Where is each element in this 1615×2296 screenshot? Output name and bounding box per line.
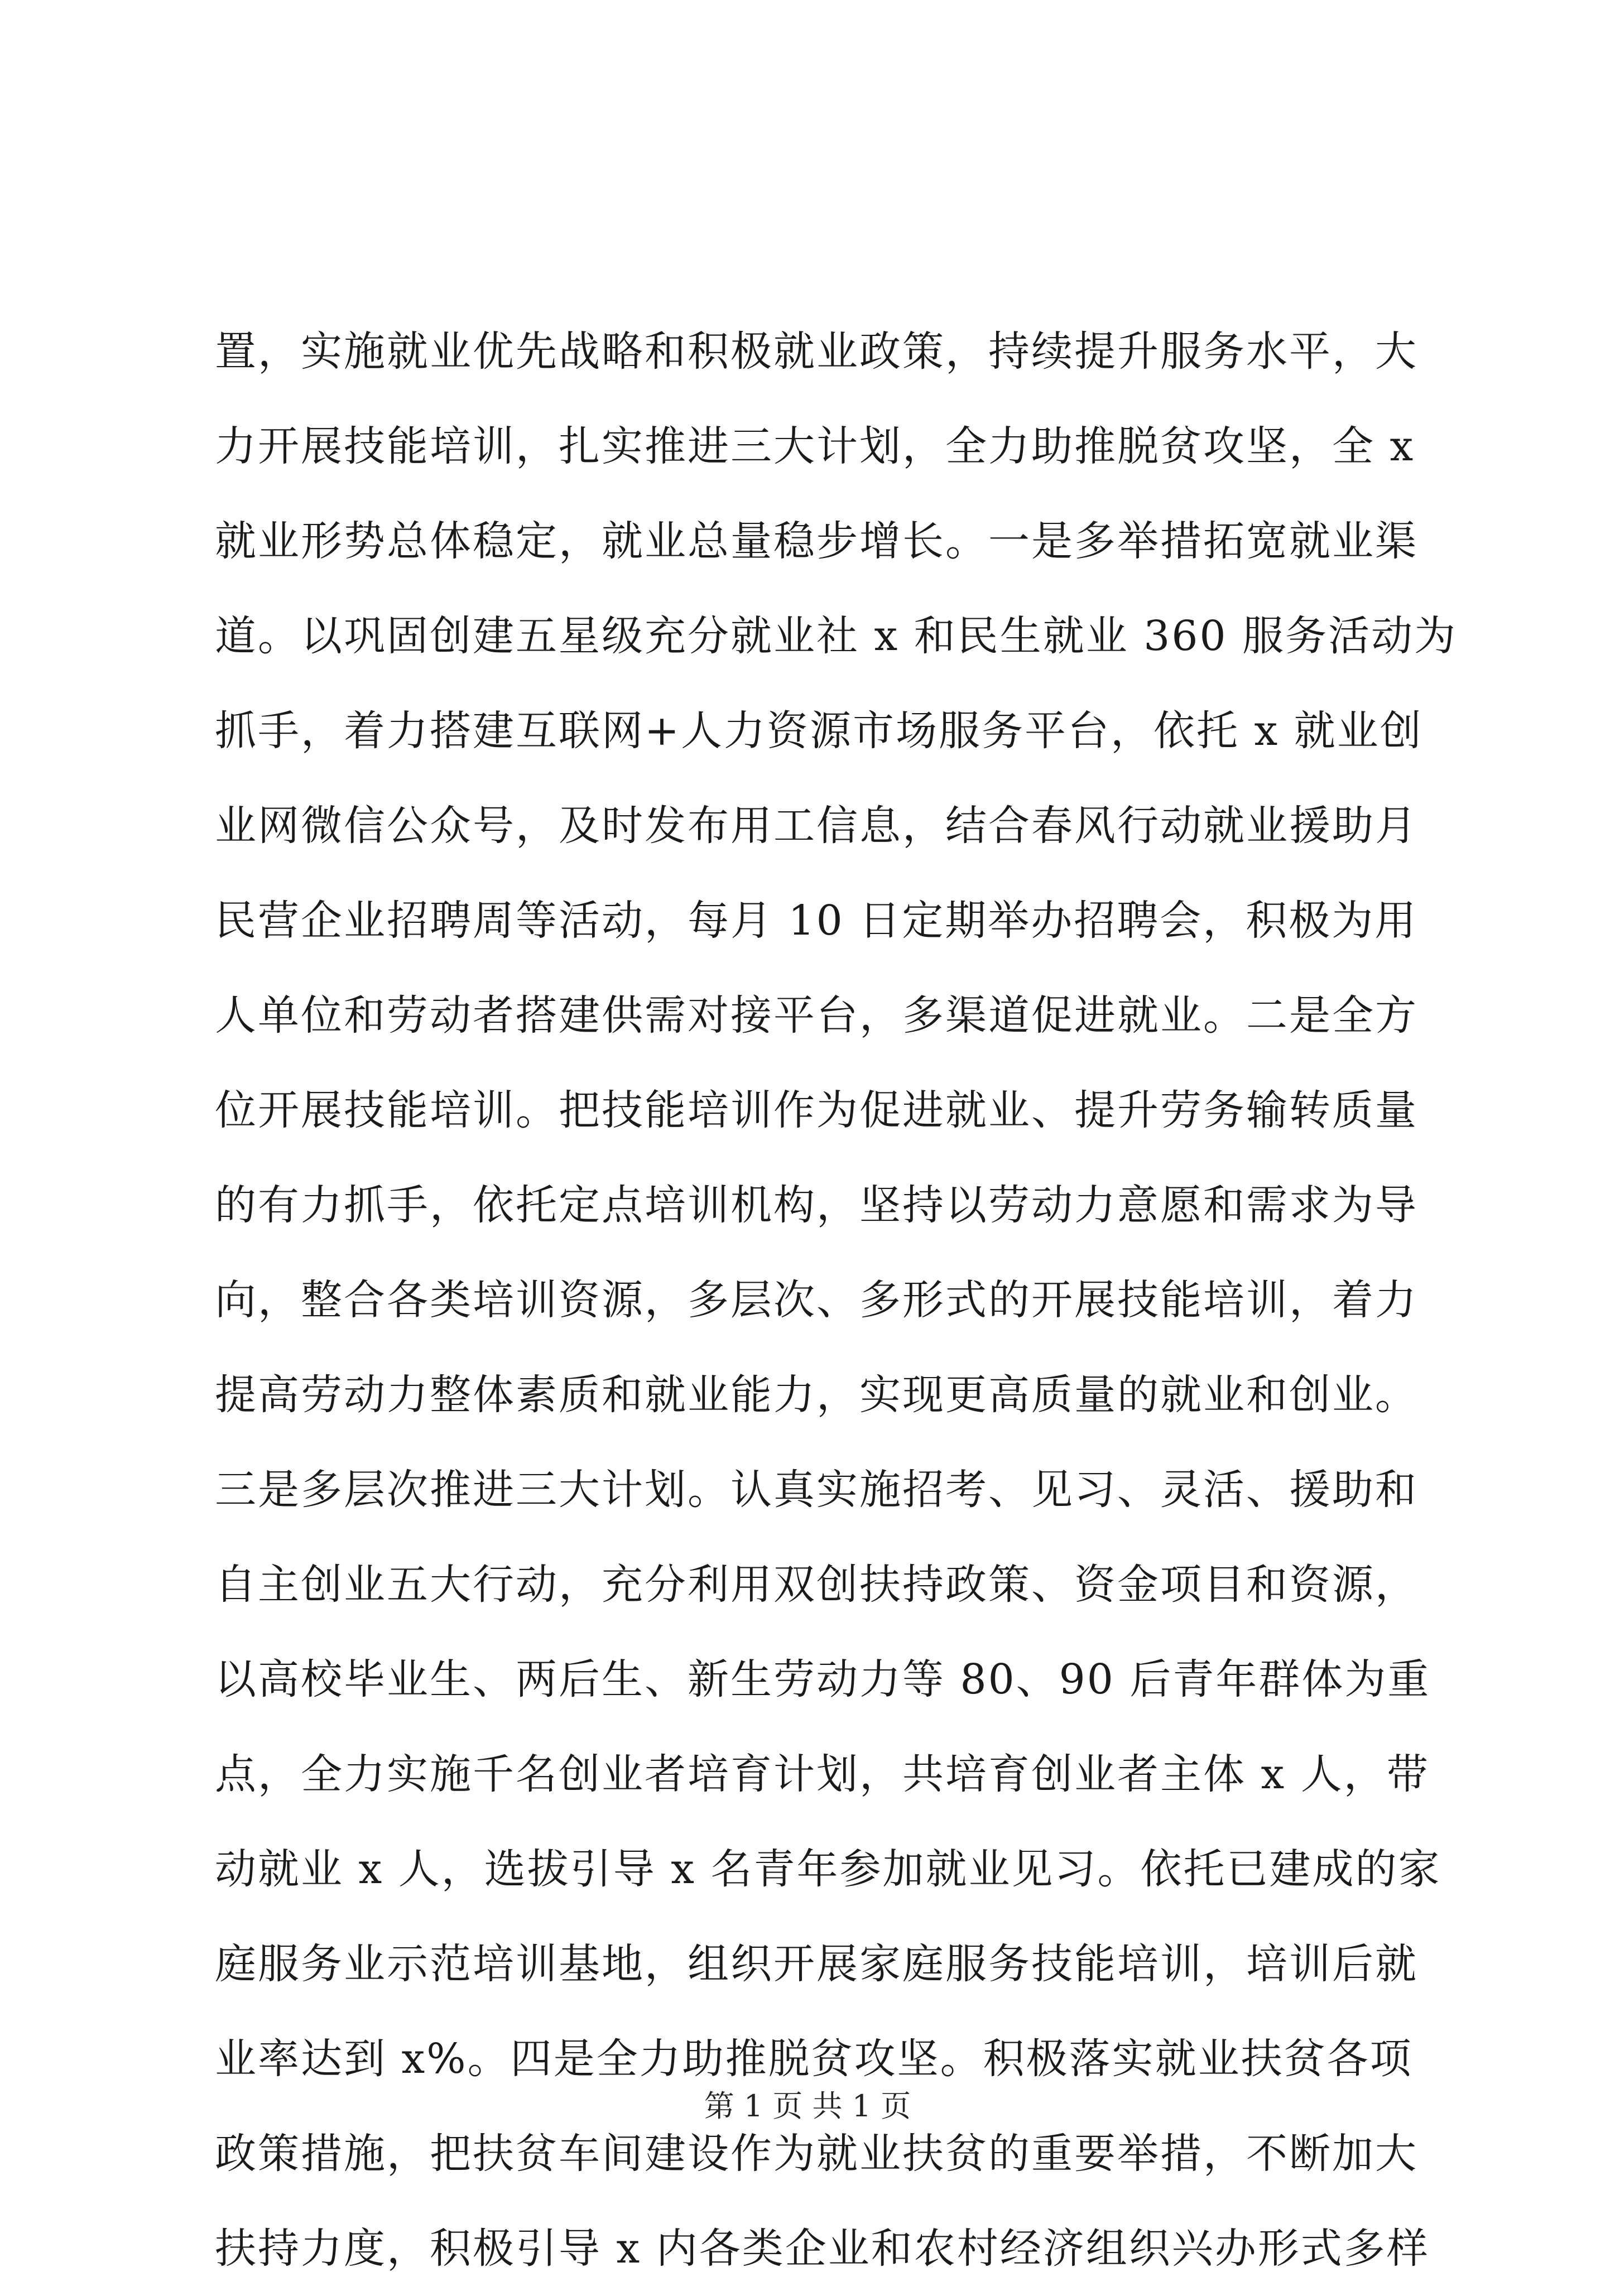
text-line: 动就业 x 人，选拔引导 x 名青年参加就业见习。依托已建成的家 xyxy=(215,1845,1441,1893)
text-line: 力开展技能培训，扎实推进三大计划，全力助推脱贫攻坚，全 x xyxy=(215,422,1415,470)
text-line: 业网微信公众号，及时发布用工信息，结合春风行动就业援助月 xyxy=(215,802,1418,850)
text-line: 以高校毕业生、两后生、新生劳动力等 80、90 后青年群体为重 xyxy=(215,1655,1431,1703)
page-number-label: 第 1 页 共 1 页 xyxy=(704,2088,911,2124)
text-line: 就业形势总体稳定，就业总量稳步增长。一是多举措拓宽就业渠 xyxy=(215,517,1418,565)
text-line: 点，全力实施千名创业者培育计划，共培育创业者主体 x 人，带 xyxy=(215,1750,1430,1798)
body-paragraph xyxy=(215,304,1458,2296)
text-line: 三是多层次推进三大计划。认真实施招考、见习、灵活、援助和 xyxy=(215,1466,1418,1514)
text-line: 自主创业五大行动，充分利用双创扶持政策、资金项目和资源， xyxy=(215,1561,1418,1609)
text-line: 扶持力度，积极引导 x 内各类企业和农村经济组织兴办形式多样 xyxy=(215,2225,1430,2273)
text-line: 人单位和劳动者搭建供需对接平台，多渠道促进就业。二是全方 xyxy=(215,991,1418,1039)
text-line: 向，整合各类培训资源，多层次、多形式的开展技能培训，着力 xyxy=(215,1276,1418,1324)
text-line: 位开展技能培训。把技能培训作为促进就业、提升劳务输转质量 xyxy=(215,1086,1418,1134)
page-footer xyxy=(0,2084,1615,2129)
text-line: 置，实施就业优先战略和积极就业政策，持续提升服务水平，大 xyxy=(215,328,1418,376)
text-line: 庭服务业示范培训基地，组织开展家庭服务技能培训，培训后就 xyxy=(215,1940,1418,1988)
text-line: 提高劳动力整体素质和就业能力，实现更高质量的就业和创业。 xyxy=(215,1371,1418,1419)
text-line: 抓手，着力搭建互联网+人力资源市场服务平台，依托 x 就业创 xyxy=(215,707,1423,755)
text-line: 道。以巩固创建五星级充分就业社 x 和民生就业 360 服务活动为 xyxy=(215,612,1458,660)
text-line: 的有力抓手，依托定点培训机构，坚持以劳动力意愿和需求为导 xyxy=(215,1181,1418,1229)
text-line: 民营企业招聘周等活动，每月 10 日定期举办招聘会，积极为用 xyxy=(215,897,1418,945)
text-line: 政策措施，把扶贫车间建设作为就业扶贫的重要举措，不断加大 xyxy=(215,2130,1418,2178)
text-line: 业率达到 x%。四是全力助推脱贫攻坚。积极落实就业扶贫各项 xyxy=(215,2035,1413,2083)
